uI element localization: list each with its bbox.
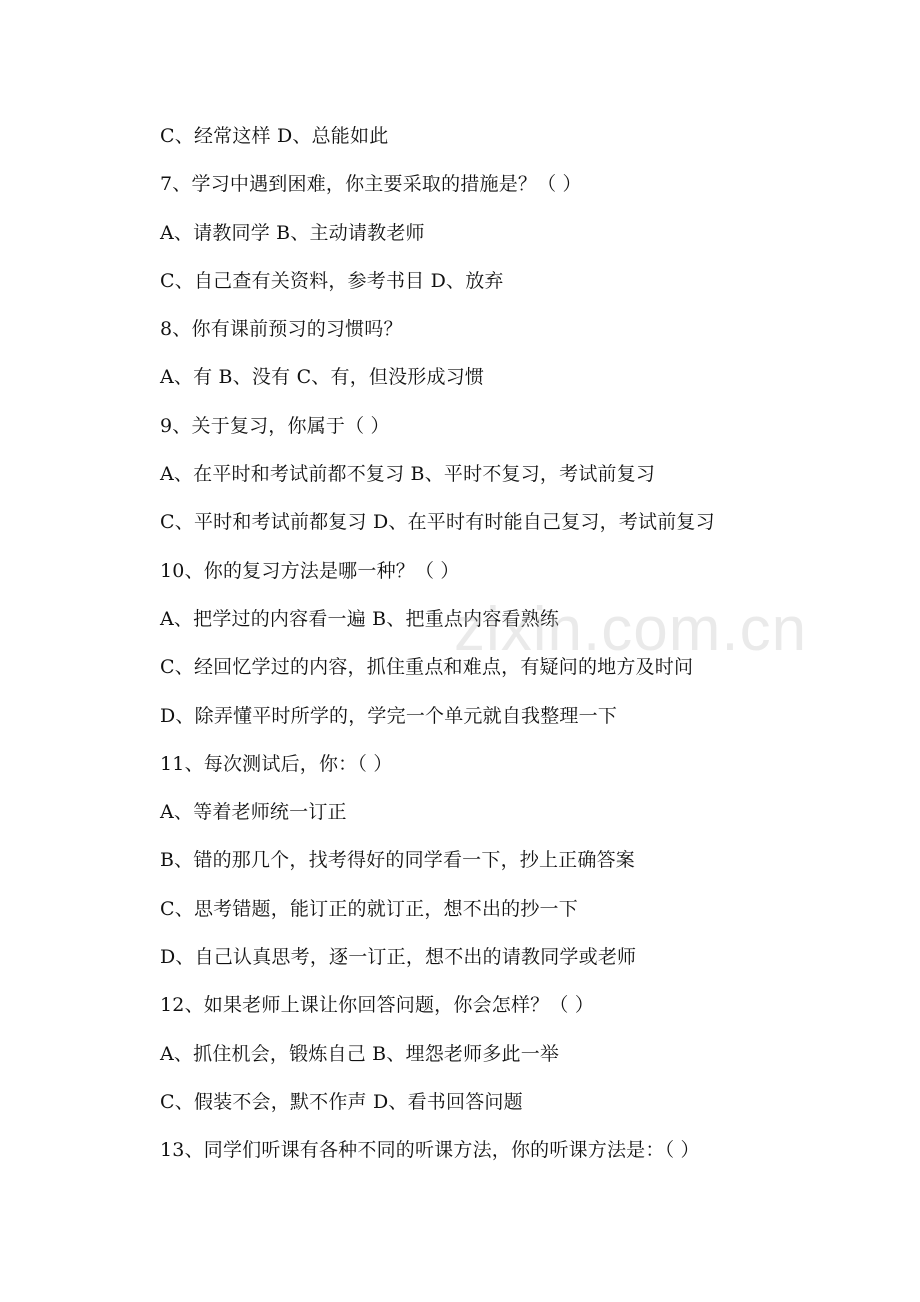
question-8: 8、你有课前预习的习惯吗？ — [160, 318, 403, 341]
question-11-option-a: A、等着老师统一订正 — [160, 801, 347, 824]
question-10-option-c: C、经回忆学过的内容，抓住重点和难点，有疑问的地方及时问 — [160, 656, 694, 679]
question-12-options-a-b: A、抓住机会，锻炼自己 B、埋怨老师多此一举 — [160, 1042, 560, 1065]
question-9: 9、关于复习，你属于（ ） — [160, 414, 390, 437]
question-7-options-a-b: A、请教同学 B、主动请教老师 — [160, 221, 425, 244]
question-12: 12、如果老师上课让你回答问题，你会怎样？（ ） — [160, 994, 595, 1017]
question-12-options-c-d: C、假装不会，默不作声 D、看书回答问题 — [160, 1090, 523, 1113]
question-7-options-c-d: C、自己查有关资料，参考书目 D、放弃 — [160, 269, 504, 292]
questionnaire-text — [160, 114, 900, 1177]
question-11: 11、每次测试后，你：（ ） — [160, 752, 393, 775]
question-9-options-a-b: A、在平时和考试前都不复习 B、平时不复习，考试前复习 — [160, 463, 656, 486]
question-8-options: A、有 B、没有 C、有，但没形成习惯 — [160, 366, 485, 389]
question-7: 7、学习中遇到困难，你主要采取的措施是？（ ） — [160, 173, 582, 196]
question-11-option-c: C、思考错题，能订正的就订正，想不出的抄一下 — [160, 897, 578, 920]
question-10-option-d: D、除弄懂平时所学的，学完一个单元就自我整理一下 — [160, 704, 618, 727]
question-10-options-a-b: A、把学过的内容看一遍 B、把重点内容看熟练 — [160, 607, 560, 630]
text-line: C、经常这样 D、总能如此 — [160, 125, 389, 147]
question-10: 10、你的复习方法是哪一种？（ ） — [160, 559, 460, 582]
question-11-option-d: D、自己认真思考，逐一订正，想不出的请教同学或老师 — [160, 946, 637, 969]
question-13: 13、同学们听课有各种不同的听课方法，你的听课方法是：（ ） — [160, 1139, 700, 1162]
watermark: zixin.com.cn — [454, 595, 808, 664]
question-9-options-c-d: C、平时和考试前都复习 D、在平时有时能自己复习，考试前复习 — [160, 511, 715, 534]
question-11-option-b: B、错的那几个，找考得好的同学看一下，抄上正确答案 — [160, 849, 635, 872]
